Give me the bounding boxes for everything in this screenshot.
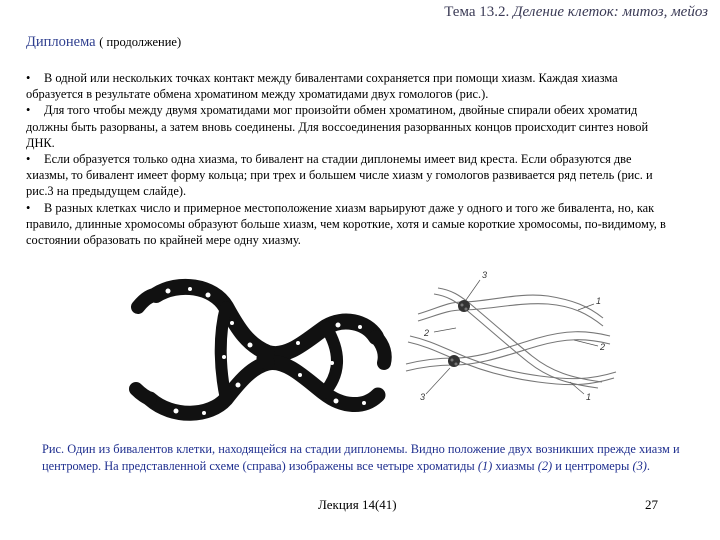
bullet-text: Для того чтобы между двумя хроматидами мог произойти обмен хроматином, двойные спирали обеих хроматид должны быть разорваны, а затем вновь соединены. Для воссоединения разорванных концов происходит синтез новой ДНК.	[26, 103, 649, 150]
title-sub: ( продолжение)	[99, 35, 182, 49]
title-main: Диплонема	[26, 34, 96, 50]
scheme-label: 2	[600, 342, 606, 352]
bullet-text: Если образуется только одна хиазма, то бивалент на стадии диплонемы имеет вид креста. Если образуются две хиазмы, то бивалент имеет форму кольца; при трех и большем числе хиазм у гомологов развивается ряд петель (рис. и рис.3 на предыдущем слайде).	[26, 152, 653, 199]
bullet-marker: •	[26, 200, 31, 215]
caption-text: хиазмы	[495, 459, 538, 473]
caption-text: Рис. Один из бивалентов клетки, находящейся на стадии диплонемы. Видно положение двух возникших прежде хиазм и центромер. На представленной схеме (справа) изображены все четыре хроматиды	[42, 442, 680, 473]
figure-caption	[42, 441, 682, 475]
bullet-item	[26, 200, 676, 249]
caption-ref: (1)	[477, 459, 493, 473]
bullet-marker: •	[26, 103, 31, 118]
scheme-label: 1	[596, 296, 602, 306]
caption-ref: (3)	[632, 459, 647, 473]
caption-text: .	[646, 459, 650, 473]
caption-text: и центромеры	[552, 459, 633, 473]
bivalent-micrograph	[128, 267, 396, 437]
scheme-label: 3	[420, 392, 426, 402]
page-number: 27	[645, 497, 658, 512]
chromatid-scheme	[398, 266, 628, 406]
scheme-label: 1	[586, 392, 592, 402]
bullet-item	[26, 151, 676, 200]
bullet-marker: •	[26, 71, 31, 85]
footer-lecture: Лекция 14(41)	[318, 497, 397, 512]
header-subject: Деление клеток: митоз, мейоз	[513, 4, 708, 20]
bullet-text: В одной или нескольких точках контакт между бивалентами сохраняется при помощи хиазм. Каждая хиазма образуется в результате обмена хроматином между хроматидами двух гомологов (рис.).	[26, 71, 618, 102]
header-topic: Тема 13.2.	[444, 4, 510, 20]
slide-title	[26, 34, 181, 51]
scheme-label: 3	[482, 270, 488, 280]
bullet-marker: •	[26, 152, 31, 167]
bullet-list	[26, 70, 676, 248]
slide-header	[444, 4, 708, 21]
bullet-item	[26, 102, 676, 151]
bullet-text: В разных клетках число и примерное местоположение хиазм варьируют даже у одного и того же бивалента, но, как правило, длинные хромосомы образуют больше хиазм, чем короткие, хотя и самые короткие хромосомы, по-видимому, в состоянии образовать по крайней мере одну хиазму.	[26, 200, 666, 248]
caption-ref: (2)	[537, 459, 553, 473]
scheme-label: 2	[424, 328, 430, 338]
bullet-item	[26, 70, 676, 102]
